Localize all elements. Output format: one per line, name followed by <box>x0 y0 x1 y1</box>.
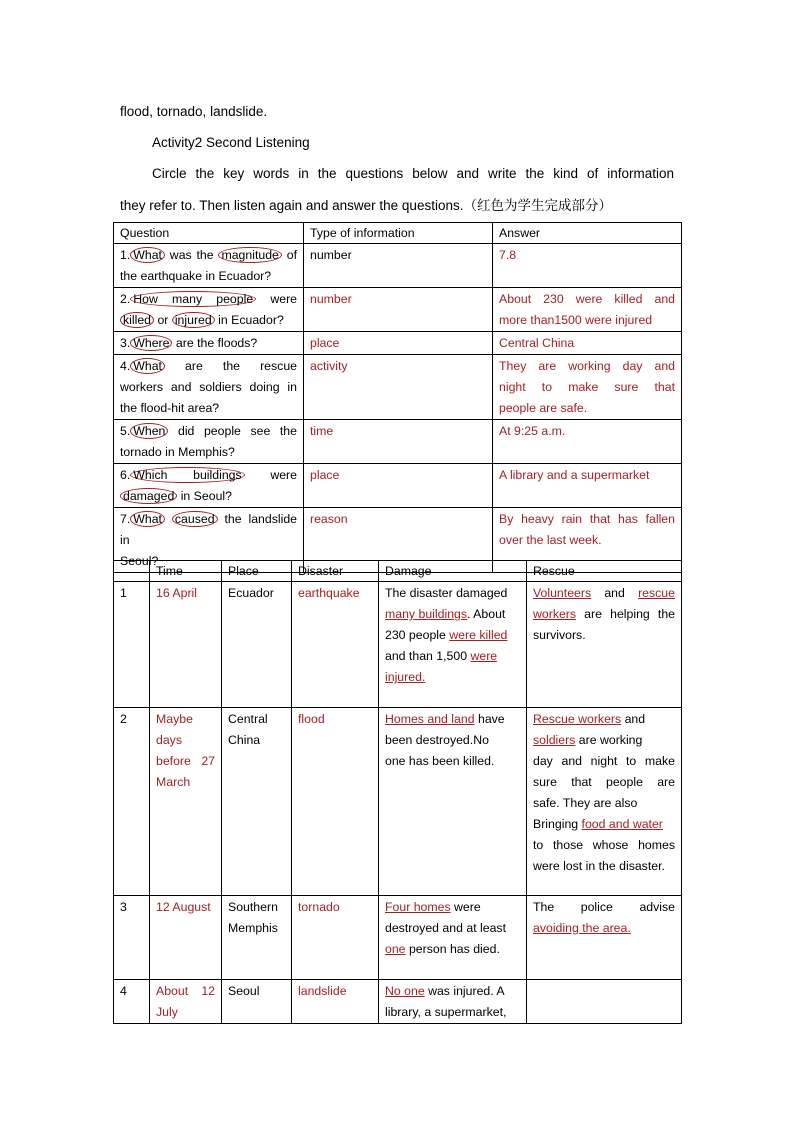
questions-table <box>113 222 682 573</box>
rescue-cell: Rescue workers and soldiers are working day and night to make sure that people are safe. They are also Bringing food and water to those whose homes were lost in the disaster. <box>527 708 682 896</box>
instructions-line-2: they refer to. Then listen again and answer the questions.（红色为学生完成部分） <box>120 198 612 213</box>
answer-cell: At 9:25 a.m. <box>493 420 682 464</box>
table-row <box>114 582 682 708</box>
disaster-cell: tornado <box>292 896 379 980</box>
time-cell: 16 April <box>150 582 222 708</box>
answer-cell: A library and a supermarket <box>493 464 682 508</box>
type-cell: reason <box>304 508 493 573</box>
answer-cell: By heavy rain that has fallen over the last week. <box>493 508 682 573</box>
row-number: 2 <box>114 708 150 896</box>
answer-cell: Central China <box>493 332 682 355</box>
answer-cell: 7.8 <box>493 244 682 288</box>
type-cell: activity <box>304 355 493 420</box>
activity-heading: Activity2 Second Listening <box>152 135 310 150</box>
circled-word: Which buildings <box>130 467 244 483</box>
type-cell: place <box>304 464 493 508</box>
question-cell: 4. What are the rescue workers and soldiers doing in the flood-hit area? <box>114 355 304 420</box>
row-number: 3 <box>114 896 150 980</box>
rescue-cell <box>527 980 682 1024</box>
rescue-cell: Volunteers and rescue workers are helping the survivors. <box>527 582 682 708</box>
place-cell: Central China <box>222 708 292 896</box>
header-place: Place <box>222 561 292 582</box>
instructions-line-1: Circle the key words in the questions below and write the kind of information <box>152 166 674 181</box>
disaster-cell: flood <box>292 708 379 896</box>
question-cell: 1. What was the magnitude of the earthquake in Ecuador? <box>114 244 304 288</box>
table-row <box>114 980 682 1024</box>
table-row <box>114 355 682 420</box>
row-number: 4 <box>114 980 150 1024</box>
question-cell: 3. Where are the floods? <box>114 332 304 355</box>
question-cell: 7. What caused the landslide in Seoul? <box>114 508 304 573</box>
circled-word: injured <box>172 312 215 328</box>
table-row <box>114 332 682 355</box>
rescue-cell: The police advise avoiding the area. <box>527 896 682 980</box>
damage-cell: The disaster damaged many buildings. About 230 people were killed and than 1,500 were injured. <box>379 582 527 708</box>
type-cell: place <box>304 332 493 355</box>
header-disaster: Disaster <box>292 561 379 582</box>
circled-word: Where <box>130 335 172 351</box>
disaster-table <box>113 560 682 1024</box>
damage-cell: Homes and land have been destroyed.No one has been killed. <box>379 708 527 896</box>
circled-word: What <box>130 358 165 374</box>
time-cell: 12 August <box>150 896 222 980</box>
place-cell: Seoul <box>222 980 292 1024</box>
header-answer: Answer <box>493 223 682 244</box>
intro-line-1: flood, tornado, landslide. <box>120 104 268 119</box>
type-cell: time <box>304 420 493 464</box>
disaster-cell: earthquake <box>292 582 379 708</box>
place-cell: Southern Memphis <box>222 896 292 980</box>
question-cell: 5. When did people see the tornado in Memphis? <box>114 420 304 464</box>
circled-word: caused <box>172 511 218 527</box>
table-row <box>114 896 682 980</box>
circled-word: How many people <box>130 291 256 307</box>
table-header-row <box>114 561 682 582</box>
type-cell: number <box>304 244 493 288</box>
table-row <box>114 244 682 288</box>
time-cell: About 12 July <box>150 980 222 1024</box>
header-type: Type of information <box>304 223 493 244</box>
type-cell: number <box>304 288 493 332</box>
circled-word: When <box>130 423 168 439</box>
table-row <box>114 708 682 896</box>
header-question: Question <box>114 223 304 244</box>
header-time: Time <box>150 561 222 582</box>
row-number: 1 <box>114 582 150 708</box>
damage-cell: Four homes were destroyed and at least one person has died. <box>379 896 527 980</box>
table-header-row <box>114 223 682 244</box>
table-row <box>114 420 682 464</box>
header-rescue: Rescue <box>527 561 682 582</box>
answer-cell: About 230 were killed and more than1500 were injured <box>493 288 682 332</box>
question-cell: 2. How many people were killed or injured in Ecuador? <box>114 288 304 332</box>
table-row <box>114 288 682 332</box>
damage-cell: No one was injured. A library, a supermarket, <box>379 980 527 1024</box>
circled-word: What <box>130 247 165 263</box>
header-number <box>114 561 150 582</box>
time-cell: Maybe days before 27 March <box>150 708 222 896</box>
circled-word: magnitude <box>218 247 281 263</box>
circled-word: What <box>130 511 165 527</box>
answer-cell: They are working day and night to make sure that people are safe. <box>493 355 682 420</box>
disaster-cell: landslide <box>292 980 379 1024</box>
circled-word: killed <box>120 312 154 328</box>
table-row <box>114 464 682 508</box>
question-cell: 6. Which buildings were damaged in Seoul? <box>114 464 304 508</box>
header-damage: Damage <box>379 561 527 582</box>
circled-word: damaged <box>120 488 177 504</box>
place-cell: Ecuador <box>222 582 292 708</box>
